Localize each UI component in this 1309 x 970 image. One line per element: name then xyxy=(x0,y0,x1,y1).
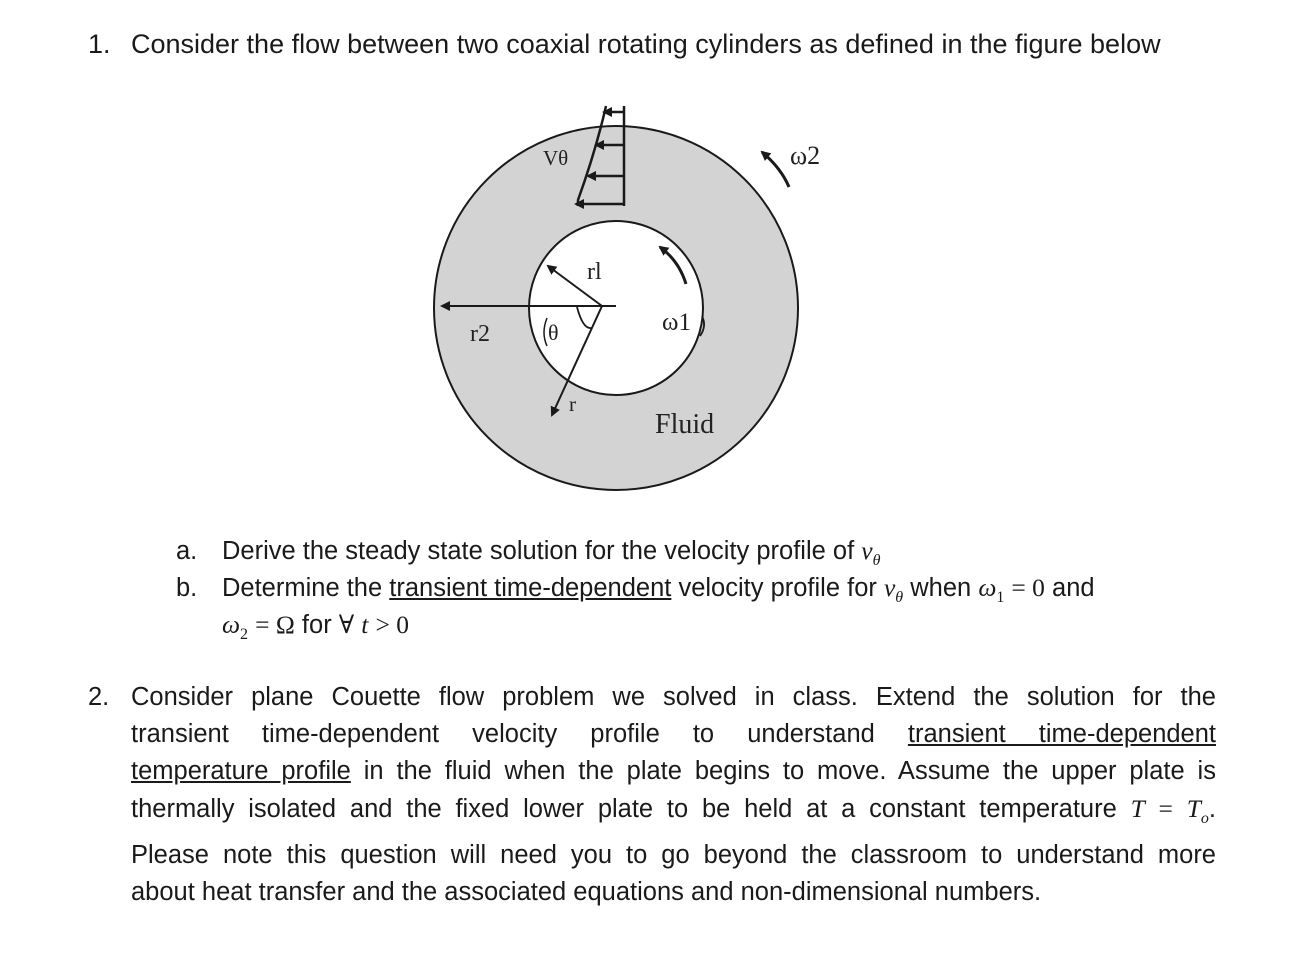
question-2-number: 2. xyxy=(88,683,110,711)
question-1a-letter: a. xyxy=(176,537,198,565)
underlined-transient-2: transient time-dependent xyxy=(907,720,1217,748)
question-1-number: 1. xyxy=(88,29,111,59)
question-1b-line2: $\omega_2 = \Omega$ for ∀ t > 0 xyxy=(222,610,409,644)
label-v-theta: Vθ xyxy=(543,146,569,170)
question-1b: b. Determine the transient time-dependent velocity profile for $v_\theta$ when $\omega_1 = 0$ and xyxy=(176,569,1216,616)
question-1 xyxy=(88,28,1161,60)
question-2-body: Consider plane Couette flow problem we solved in class. Extend the solution for the transient time-dependent velocity profile to understand transient time-dependent temperature profile in the fluid when the plate begins to move. Assume the upper plate is thermally isolated and the fixed lower plate to be held at a constant temperature $T = T_o$. Please note this question will need you to go beyond the classroom to understand more about heat transfer and the associated equations and non-dimensional numbers. xyxy=(131,683,1217,907)
math-omega2: $\omega_2$ xyxy=(222,610,249,644)
question-1b-letter: b. xyxy=(176,574,198,602)
label-r1: rl xyxy=(587,259,602,285)
label-r2: r2 xyxy=(470,321,490,347)
label-r: r xyxy=(569,392,576,416)
label-omega2: ω2 xyxy=(790,141,820,170)
math-omega1: $\omega_1$ xyxy=(978,573,1005,607)
label-theta: θ xyxy=(548,320,559,345)
question-2 xyxy=(88,679,1216,911)
math-v-theta: $v_\theta$ xyxy=(861,536,881,570)
question-1a-text: Derive the steady state solution for the velocity profile of xyxy=(222,537,855,565)
label-omega1: ω1 xyxy=(662,309,691,336)
inner-cylinder xyxy=(529,221,703,395)
underlined-transient: transient time-dependent xyxy=(389,574,672,602)
coaxial-cylinders-figure xyxy=(400,90,820,500)
label-fluid: Fluid xyxy=(655,409,715,440)
underlined-temperature-profile: temperature profile xyxy=(131,757,351,785)
math-v-theta-b: $v_\theta$ xyxy=(883,573,904,607)
omega2-arrow xyxy=(762,152,789,187)
question-1-text: Consider the flow between two coaxial rotating cylinders as defined in the figure below xyxy=(131,29,1161,59)
